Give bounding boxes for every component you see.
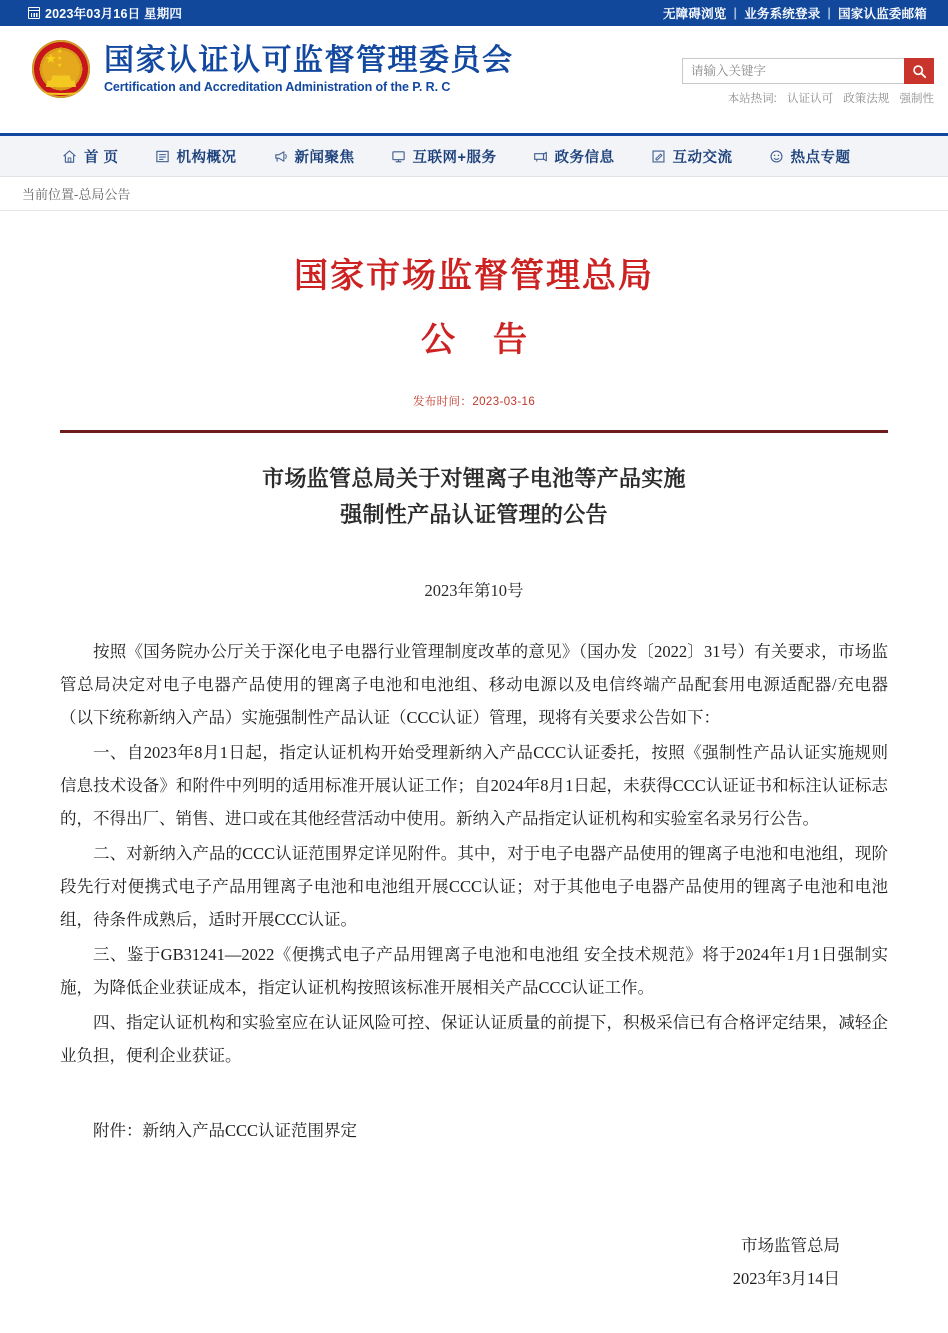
search-area [682,40,934,108]
current-date: 2023年03月16日 星期四 [45,7,183,21]
brand-title-cn: 国家认证认可监督管理委员会 [104,44,514,78]
signature-date: 2023年3月14日 [732,1269,840,1289]
page-title [60,461,888,534]
nav-item-organization[interactable] [137,146,255,167]
main-navigation [0,133,948,177]
paragraph-item-4: 四、指定认证机构和实验室应在认证风险可控、保证认证质量的前提下，积极采信已有合格评定结果，减轻企业负担，便利企业获证。 [60,1013,888,1066]
nav-label-home: 首 页 [84,149,119,166]
bulletin-icon [533,149,548,164]
document-body [60,635,888,1072]
hot-keywords [682,91,934,108]
brand-title-en: Certification and Accreditation Administration of the P. R. C [104,79,451,94]
search-icon [912,64,927,79]
search-button[interactable] [904,58,934,84]
paragraph-item-3: 三、鉴于GB31241—2022《便携式电子产品用锂离子电池和电池组 安全技术规范》将于2024年1月1日强制实施，为降低企业获证成本，指定认证机构按照该标准开展相关产品CCC认证工作。 [60,945,888,998]
gov-announcement-label [60,312,888,361]
top-utility-bar [0,0,948,26]
nav-label-government-info: 政务信息 [554,149,615,166]
emblem-stars-small: ★ ★ ★ [57,49,63,69]
site-header [0,26,948,133]
nav-item-home[interactable] [34,146,137,167]
doc-title-line-2: 强制性产品认证管理的公告 [340,501,608,527]
nav-item-internet-service[interactable] [373,146,515,167]
accessibility-link[interactable]: 无障碍浏览 [662,7,727,21]
monitor-icon [391,149,406,164]
attachment-line[interactable]: 附件：新纳入产品CCC认证范围界定 [93,1121,358,1141]
nav-label-interaction: 互动交流 [672,149,733,166]
document-icon [155,149,170,164]
hot-keywords-label: 本站热词: [727,93,777,105]
topbar-separator-2: | [827,6,832,20]
site-brand[interactable] [32,40,514,98]
breadcrumb-text: 当前位置-总局公告 [22,187,131,202]
calendar-icon [28,7,40,19]
paragraph-item-2: 二、对新纳入产品的CCC认证范围界定详见附件。其中，对于电子电器产品使用的锂离子电池和电池组，现阶段先行对便携式电子产品用锂离子电池和电池组开展CCC认证；对于其他电子电器产品使用的锂离子电池和电池组，待条件成熟后，适时开展CCC认证。 [60,844,888,930]
nav-item-government-info[interactable] [515,146,633,167]
doc-title-line-1: 市场监管总局关于对锂离子电池等产品实施 [262,465,686,491]
article-container [0,211,948,1319]
emblem-wheat [36,86,86,95]
nav-label-internet-service: 互联网+服务 [412,149,497,166]
nav-item-hot-topics[interactable] [751,146,869,167]
hot-keyword-3[interactable]: 强制性 [899,93,934,105]
signature-block [60,1229,888,1295]
nav-item-news[interactable] [255,146,373,167]
megaphone-icon [273,149,288,164]
publish-time: 发布时间：2023-03-16 [412,395,536,408]
red-divider [60,430,888,433]
topbar-separator-1: | [733,6,738,20]
hot-keyword-2[interactable]: 政策法规 [843,93,890,105]
gov-organization-title: 国家市场监督管理总局 [294,257,654,295]
breadcrumb [0,177,948,211]
home-icon [62,149,77,164]
national-emblem-icon [32,40,90,98]
business-system-login-link[interactable]: 业务系统登录 [744,7,821,21]
hot-keyword-1[interactable]: 认证认可 [787,93,834,105]
emblem-gate [43,71,79,87]
nav-item-interaction[interactable] [633,146,751,167]
mailbox-link[interactable]: 国家认监委邮箱 [838,7,927,21]
edit-icon [651,149,666,164]
chat-icon [769,149,784,164]
nav-label-news: 新闻聚焦 [294,149,355,166]
gov-announcement-text: 公告 [421,320,565,359]
topbar-links [656,4,934,22]
search-input[interactable] [682,58,904,84]
topbar-date-group [28,4,182,22]
paragraph-intro: 按照《国务院办公厅关于深化电子电器行业管理制度改革的意见》（国办发〔2022〕31号）有关要求，市场监管总局决定对电子电器产品使用的锂离子电池和电池组、移动电源以及电信终端产品配套用电源适配器/充电器（以下统称新纳入产品）实施强制性产品认证（CCC认证）管理，现将有关要求公告如下： [60,642,889,728]
search-row [682,58,934,84]
nav-label-hot-topics: 热点专题 [790,149,851,166]
paragraph-item-1: 一、自2023年8月1日起，指定认证机构开始受理新纳入产品CCC认证委托，按照《强制性产品认证实施规则 信息技术设备》和附件中列明的适用标准开展认证工作；自2024年8月1日起，未获得CCC认证证书和标注认证标志的，不得出厂、销售、进口或在其他经营活动中使用。新纳入产品指定认证机构和实验室名录另行公告。 [60,743,888,829]
brand-text-group [104,43,514,94]
signature-organization: 市场监管总局 [741,1236,840,1256]
document-number: 2023年第10号 [424,581,524,601]
nav-label-organization: 机构概况 [176,149,237,166]
bottom-spacer [60,1295,888,1319]
